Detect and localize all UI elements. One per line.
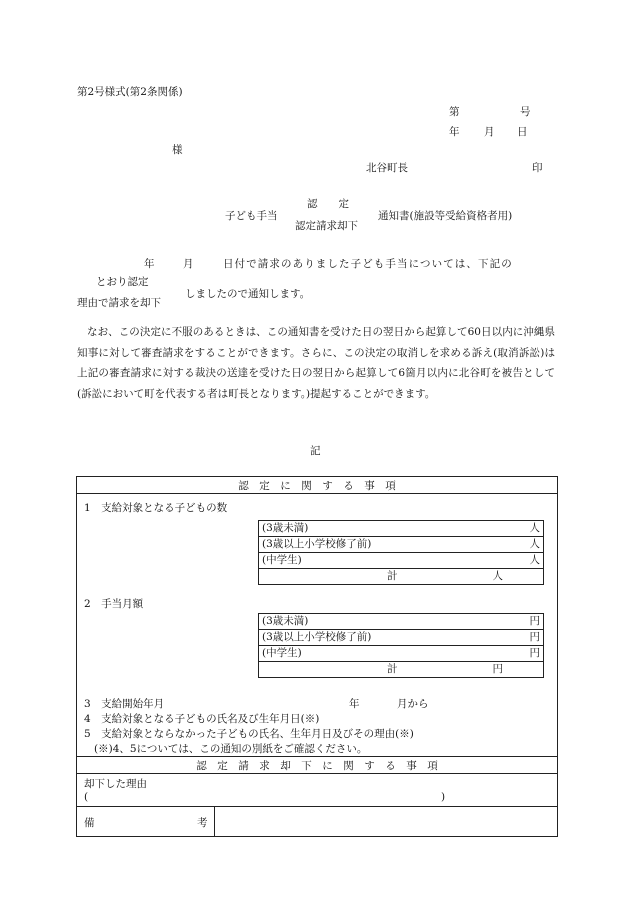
row-label: (中学生)	[262, 554, 302, 566]
divider	[76, 493, 558, 494]
certification-heading: 認 定 に 関 す る 事 項	[238, 480, 396, 492]
divider	[214, 806, 215, 837]
row-unit: 円	[529, 615, 540, 627]
item5-label: 5 支給対象とならなかった子どもの氏名、生年月日及びその理由(※)	[84, 728, 414, 740]
divider	[76, 756, 558, 757]
remarks-label-first: 備	[84, 817, 95, 829]
table-row	[259, 614, 544, 630]
table-row	[259, 646, 544, 662]
divider	[76, 806, 558, 807]
addressee-suffix: 様	[172, 144, 183, 156]
total-unit: 円	[492, 663, 503, 675]
rejection-heading: 認 定 請 求 却 下 に 関 す る 事 項	[196, 760, 438, 772]
body-month-label: 月	[183, 258, 194, 270]
row-unit: 円	[529, 631, 540, 643]
row-label: (3歳未満)	[262, 615, 309, 627]
remarks-label-second: 考	[197, 817, 208, 829]
number-label-prefix: 第	[449, 106, 460, 118]
row-unit: 人	[529, 538, 540, 550]
amount-total-cell[interactable]	[259, 662, 544, 678]
rejection-reason-field[interactable]	[90, 790, 438, 804]
body-option-reject: 理由で請求を却下	[77, 297, 161, 309]
children-cell[interactable]	[259, 521, 544, 537]
body-line2: しましたので通知します。	[185, 288, 311, 300]
issuer-name: 北谷町長	[366, 162, 408, 174]
title-prefix: 子ども手当	[225, 210, 278, 222]
body-line1: 日付で請求のありました子ども手当については、下記の	[223, 258, 513, 270]
title-option-certify: 認 定	[307, 198, 349, 210]
row-label: (3歳以上小学校修了前)	[262, 631, 372, 643]
table-row	[259, 553, 544, 569]
item3-month-label: 月から	[397, 698, 429, 710]
item4-label: 4 支給対象となる子どもの氏名及び生年月日(※)	[84, 713, 320, 725]
reason-paren-open: (	[84, 791, 89, 803]
row-label: (3歳未満)	[262, 522, 309, 534]
item1-label: 1 支給対象となる子どもの数	[84, 502, 228, 514]
form-title: 第2号様式(第2条関係)	[77, 86, 183, 98]
row-unit: 人	[529, 522, 540, 534]
table-row	[259, 537, 544, 553]
divider	[76, 773, 558, 774]
children-cell[interactable]	[259, 537, 544, 553]
row-unit: 円	[529, 647, 540, 659]
item2-label: 2 手当月額	[84, 598, 144, 610]
table-row	[259, 662, 544, 678]
children-cell[interactable]	[259, 553, 544, 569]
seal-mark: 印	[532, 162, 543, 174]
amount-cell[interactable]	[259, 646, 544, 662]
table-row	[259, 630, 544, 646]
date-year-label: 年	[449, 126, 460, 138]
number-label-suffix: 号	[520, 106, 531, 118]
title-option-reject: 認定請求却下	[295, 220, 358, 232]
item3-label: 3 支給開始年月	[84, 698, 165, 710]
title-suffix: 通知書(施設等受給資格者用)	[378, 210, 513, 222]
children-total-cell[interactable]	[259, 569, 544, 585]
table-row	[259, 569, 544, 585]
note-text: (※)4、5については、この通知の別紙をご確認ください。	[94, 743, 368, 755]
row-unit: 人	[529, 554, 540, 566]
body-year-label: 年	[144, 258, 155, 270]
item3-year-label: 年	[349, 698, 360, 710]
row-label: (中学生)	[262, 647, 302, 659]
row-label: (3歳以上小学校修了前)	[262, 538, 372, 550]
table-row	[259, 521, 544, 537]
total-label: 計	[387, 663, 398, 675]
amount-cell[interactable]	[259, 630, 544, 646]
ki-heading: 記	[310, 445, 321, 457]
monthly-amount-table	[258, 613, 544, 678]
reason-paren-close: )	[441, 791, 446, 803]
total-unit: 人	[492, 570, 503, 582]
amount-cell[interactable]	[259, 614, 544, 630]
total-label: 計	[387, 570, 398, 582]
date-day-label: 日	[517, 126, 528, 138]
body-option-certify: とおり認定	[96, 276, 149, 288]
remarks-field[interactable]	[216, 808, 556, 836]
date-month-label: 月	[484, 126, 495, 138]
appeal-paragraph: なお、この決定に不服のあるときは、この通知書を受けた日の翌日から起算して60日以内に沖縄県知事に対して審査請求をすることができます。さらに、この決定の取消しを求める訴え(取消訴訟)は上記の審査請求に対する裁決の送達を受けた日の翌日から起算して6箇月以内に北谷町を被告として(訴訟において町を代表する者は町長となります。)提起することができます。	[77, 326, 555, 400]
rejection-reason-label: 却下した理由	[84, 778, 147, 790]
children-count-table	[258, 520, 544, 585]
